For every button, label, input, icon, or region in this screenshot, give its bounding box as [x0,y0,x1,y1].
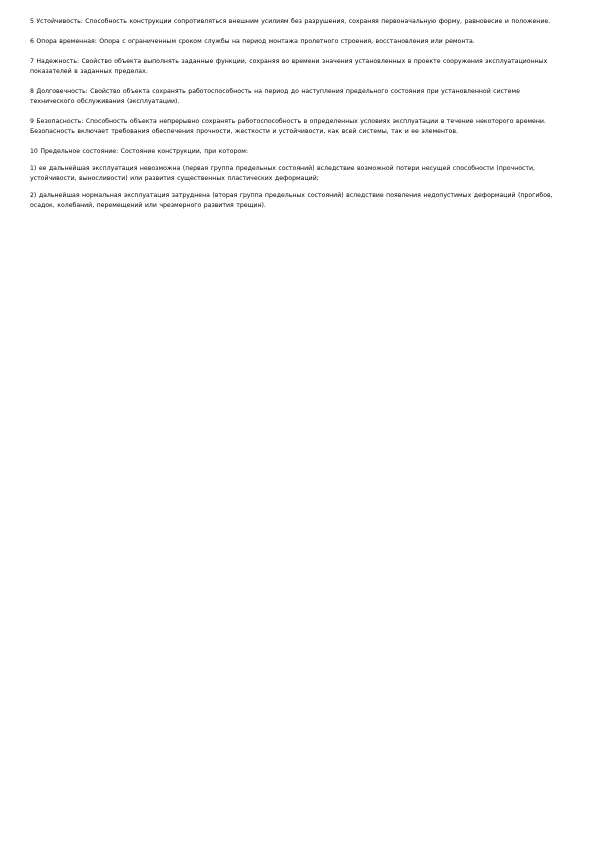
paragraph-durability: 8 Долговечность: Свойство объекта сохранять работоспособность на период до наступления предельного состояния при установленной системе технического обслуживания (эксплуатации). [30,88,520,105]
paragraph-reliability: 7 Надежность: Свойство объекта выполнять заданные функции, сохраняя во времени значения установленных в проекте сооружения эксплуатационных показателей в заданных пределах. [30,58,548,75]
paragraph-limit-state-group-2: 2) дальнейшая нормальная эксплуатация затруднена (вторая группа предельных состояний) вследствие появления недопустимых деформаций (прогибов, осадок, колебаний, перемещений или чрезмерного развития трещин). [30,192,553,209]
paragraph-limit-state: 10 Предельное состояние: Состояние конструкции, при котором: [30,148,249,155]
paragraph-limit-state-group-1: 1) ее дальнейшая эксплуатация невозможна (первая группа предельных состояний) вследствие возможной потери несущей способности (прочности, устойчивости, выносливости) или развития существенных пластических деформаций; [30,165,536,182]
paragraph-safety: 9 Безопасность: Способность объекта непрерывно сохранять работоспособность в определенных условиях эксплуатации в течение некоторого времени. Безопасность включает требования обеспечения прочности, жесткости и устойчивости, как всей системы, так и ее элементов. [30,118,546,135]
document-page [30,17,565,221]
paragraph-temporary-support: 6 Опора временная: Опора с ограниченным сроком службы на период монтажа пролетного строения, восстановления или ремонта. [30,38,475,45]
paragraph-stability: 5 Устойчивость: Способность конструкции сопротивляться внешним усилиям без разрушения, сохраняя первоначальную форму, равновесие и положение. [30,18,551,25]
